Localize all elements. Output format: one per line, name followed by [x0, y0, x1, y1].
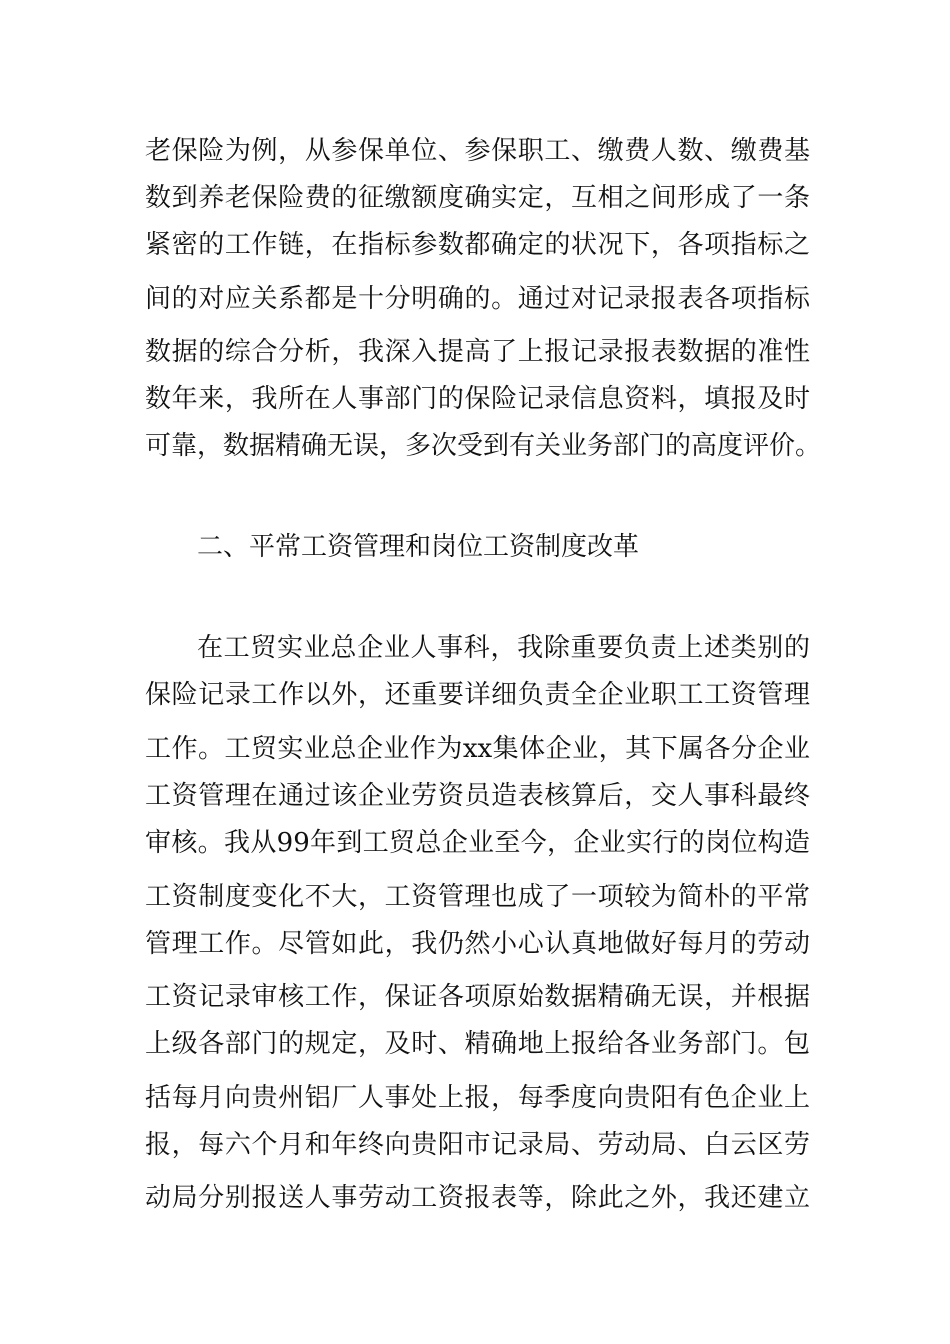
text-line: 动局分别报送人事劳动工资报表等，除此之外，我还建立 [145, 1183, 810, 1213]
text-line: 数年来，我所在人事部门的保险记录信息资料，填报及时 [145, 384, 810, 414]
text-line: 保险记录工作以外，还重要详细负责全企业职工工资管理 [145, 680, 810, 710]
text-line: 在工贸实业总企业人事科，我除重要负责上述类别的 [197, 633, 810, 663]
text-line: 管理工作。尽管如此，我仍然小心认真地做好每月的劳动 [145, 929, 810, 959]
text-line: 紧密的工作链，在指标参数都确定的状况下，各项指标之 [145, 230, 810, 260]
text-line: 工作。工贸实业总企业作为xx集体企业，其下属各分企业 [145, 734, 810, 764]
text-line: 数到养老保险费的征缴额度确实定，互相之间形成了一条 [145, 183, 810, 213]
text-line: 括每月向贵州铝厂人事处上报，每季度向贵阳有色企业上 [145, 1083, 810, 1113]
text-line: 上级各部门的规定，及时、精确地上报给各业务部门。包 [145, 1029, 810, 1059]
text-line: 可靠，数据精确无误，多次受到有关业务部门的高度评价。 [145, 431, 822, 461]
text-line: 老保险为例，从参保单位、参保职工、缴费人数、缴费基 [145, 136, 810, 166]
text-line: 工资管理在通过该企业劳资员造表核算后，交人事科最终 [145, 781, 810, 811]
text-line: 工资制度变化不大，工资管理也成了一项较为简朴的平常 [145, 882, 810, 912]
text-line: 报，每六个月和年终向贵阳市记录局、劳动局、白云区劳 [145, 1130, 810, 1160]
text-line: 数据的综合分析，我深入提高了上报记录报表数据的准性 [145, 337, 810, 367]
section-heading: 二、平常工资管理和岗位工资制度改革 [197, 532, 640, 562]
text-line: 间的对应关系都是十分明确的。通过对记录报表各项指标 [145, 284, 810, 314]
text-line: 审核。我从99年到工贸总企业至今，企业实行的岗位构造 [145, 828, 810, 858]
text-line: 工资记录审核工作，保证各项原始数据精确无误，并根据 [145, 982, 810, 1012]
